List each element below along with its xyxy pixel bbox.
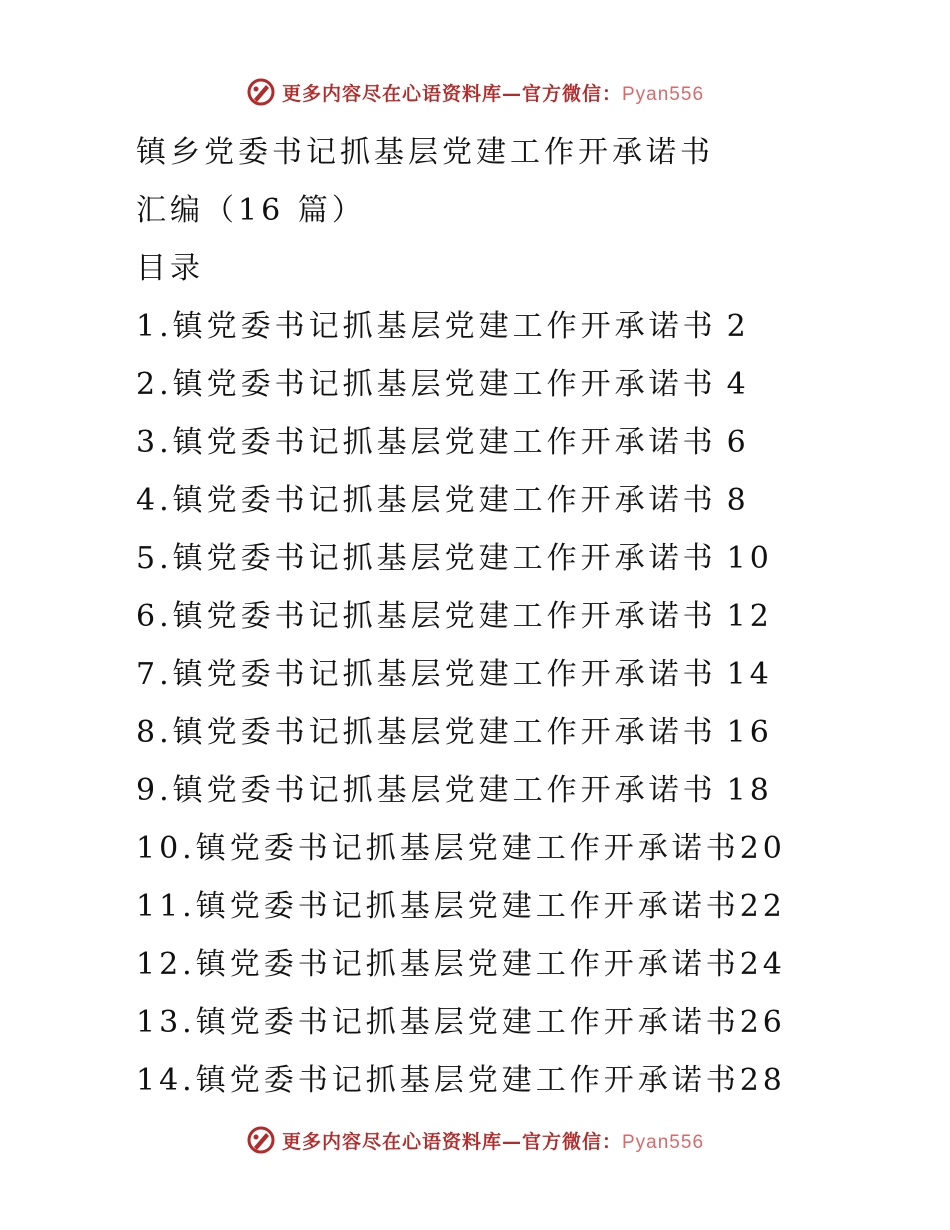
banner-wechat-id: Pyan556	[622, 83, 705, 105]
toc-entry-page-number: 14	[726, 657, 773, 692]
toc-entry-page-number: 2	[726, 309, 750, 344]
toc-list	[136, 298, 896, 1110]
banner-text	[282, 1127, 704, 1154]
banner-official-label: 官方微信：	[521, 1130, 622, 1153]
toc-entry[interactable]	[136, 414, 896, 472]
toc-entry-page-number: 20	[739, 831, 786, 866]
document-body	[136, 124, 896, 1110]
toc-entry-number: 8.	[136, 715, 173, 750]
banner-text	[282, 79, 704, 106]
toc-entry-number: 1.	[136, 309, 173, 344]
toc-entry-number: 4.	[136, 483, 173, 518]
toc-entry[interactable]	[136, 356, 896, 414]
banner-official-label: 官方微信：	[521, 82, 622, 105]
toc-entry-number: 12.	[136, 947, 196, 982]
toc-entry-number: 10.	[136, 831, 196, 866]
toc-entry-number: 7.	[136, 657, 173, 692]
toc-entry-number: 13.	[136, 1005, 196, 1040]
toc-entry-title: 镇党委书记抓基层党建工作开承诺书	[195, 889, 740, 924]
banner-library-text: 更多内容尽在心语资料库	[281, 1130, 502, 1153]
toc-entry[interactable]	[136, 472, 896, 530]
toc-entry-number: 5.	[136, 541, 173, 576]
pen-logo-icon	[246, 77, 276, 107]
toc-entry-page-number: 18	[726, 773, 773, 808]
toc-entry-number: 11.	[136, 889, 196, 924]
toc-entry[interactable]	[136, 994, 896, 1052]
toc-entry[interactable]	[136, 878, 896, 936]
toc-entry[interactable]	[136, 762, 896, 820]
banner-dash: —	[501, 1130, 522, 1153]
toc-entry-page-number: 22	[739, 889, 786, 924]
toc-entry-page-number: 8	[726, 483, 750, 518]
toc-entry-title: 镇党委书记抓基层党建工作开承诺书	[172, 483, 717, 518]
header-banner	[0, 72, 950, 112]
toc-entry-title: 镇党委书记抓基层党建工作开承诺书	[195, 1063, 740, 1098]
toc-entry-title: 镇党委书记抓基层党建工作开承诺书	[172, 715, 717, 750]
toc-entry[interactable]	[136, 530, 896, 588]
toc-entry-page-number: 6	[726, 425, 750, 460]
toc-entry-title: 镇党委书记抓基层党建工作开承诺书	[172, 657, 717, 692]
toc-entry-number: 9.	[136, 773, 173, 808]
toc-entry-page-number: 16	[726, 715, 773, 750]
toc-entry-number: 6.	[136, 599, 173, 634]
toc-entry-page-number: 4	[726, 367, 750, 402]
toc-entry-title: 镇党委书记抓基层党建工作开承诺书	[172, 425, 717, 460]
toc-entry-page-number: 10	[726, 541, 773, 576]
toc-entry-title: 镇党委书记抓基层党建工作开承诺书	[172, 309, 717, 344]
document-title-line-1: 镇乡党委书记抓基层党建工作开承诺书	[136, 135, 714, 170]
toc-entry[interactable]	[136, 936, 896, 994]
toc-entry-title: 镇党委书记抓基层党建工作开承诺书	[172, 773, 717, 808]
toc-entry[interactable]	[136, 646, 896, 704]
toc-entry-title: 镇党委书记抓基层党建工作开承诺书	[172, 599, 717, 634]
banner-wechat-id: Pyan556	[622, 1131, 705, 1153]
toc-entry[interactable]	[136, 298, 896, 356]
toc-entry-number: 2.	[136, 367, 173, 402]
toc-entry[interactable]	[136, 704, 896, 762]
banner-library-text: 更多内容尽在心语资料库	[281, 82, 502, 105]
toc-entry-page-number: 12	[726, 599, 773, 634]
toc-entry-title: 镇党委书记抓基层党建工作开承诺书	[172, 367, 717, 402]
toc-entry-title: 镇党委书记抓基层党建工作开承诺书	[195, 947, 740, 982]
toc-entry[interactable]	[136, 1052, 896, 1110]
footer-banner	[0, 1120, 950, 1160]
toc-entry-page-number: 28	[739, 1063, 786, 1098]
toc-entry-title: 镇党委书记抓基层党建工作开承诺书	[172, 541, 717, 576]
toc-entry-page-number: 26	[739, 1005, 786, 1040]
document-title-line-2: 汇编（16 篇）	[136, 193, 366, 228]
toc-heading: 目录	[136, 251, 204, 286]
banner-dash: —	[501, 82, 522, 105]
toc-entry-page-number: 24	[739, 947, 786, 982]
toc-entry-title: 镇党委书记抓基层党建工作开承诺书	[195, 831, 740, 866]
toc-entry-title: 镇党委书记抓基层党建工作开承诺书	[195, 1005, 740, 1040]
toc-entry[interactable]	[136, 820, 896, 878]
pen-logo-icon	[246, 1125, 276, 1155]
toc-entry-number: 14.	[136, 1063, 196, 1098]
toc-entry[interactable]	[136, 588, 896, 646]
toc-entry-number: 3.	[136, 425, 173, 460]
